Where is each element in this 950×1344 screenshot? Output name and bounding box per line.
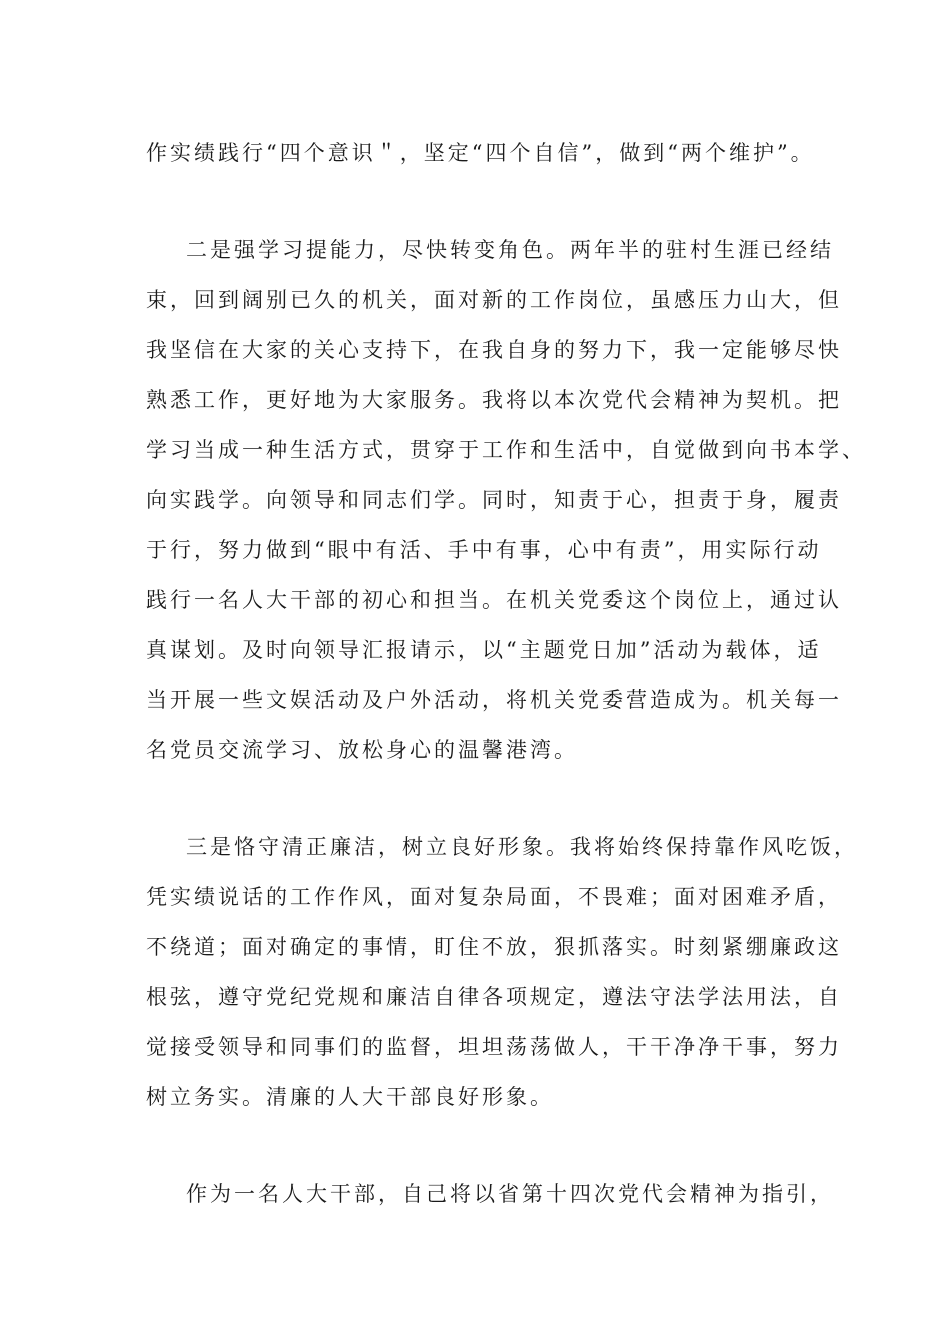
paragraph-2-line-10: 当开展一些文娱活动及户外活动，将机关党委营造成为。机关每一: [146, 688, 842, 712]
paragraph-2-line-5: 学习当成一种生活方式，贯穿于工作和生活中，自觉做到向书本学、: [146, 438, 866, 462]
paragraph-2-line-7: 于行，努力做到“眼中有活、手中有事，心中有责”，用实际行动: [146, 538, 822, 562]
paragraph-3-line-1: 三是恪守清正廉洁，树立良好形象。我将始终保持靠作风吃饭，: [186, 835, 858, 859]
paragraph-2-line-6: 向实践学。向领导和同志们学。同时，知责于心，担责于身，履责: [146, 488, 842, 512]
paragraph-3-line-4: 根弦，遵守党纪党规和廉洁自律各项规定，遵法守法学法用法，自: [146, 985, 842, 1009]
paragraph-2-line-9: 真谋划。及时向领导汇报请示，以“主题党日加”活动为载体，适: [146, 638, 822, 662]
paragraph-3-line-3: 不绕道；面对确定的事情，盯住不放，狠抓落实。时刻紧绷廉政这: [146, 935, 842, 959]
paragraph-2-line-11: 名党员交流学习、放松身心的温馨港湾。: [146, 738, 578, 762]
paragraph-3-line-6: 树立务实。清廉的人大干部良好形象。: [146, 1085, 554, 1109]
paragraph-3-line-2: 凭实绩说话的工作作风，面对复杂局面，不畏难；面对困难矛盾，: [146, 885, 842, 909]
paragraph-4-line-1: 作为一名人大干部，自己将以省第十四次党代会精神为指引，: [186, 1182, 834, 1206]
paragraph-2-line-8: 践行一名人大干部的初心和担当。在机关党委这个岗位上，通过认: [146, 588, 842, 612]
paragraph-2-line-2: 束，回到阔别已久的机关，面对新的工作岗位，虽感压力山大，但: [146, 288, 842, 312]
paragraph-3-line-5: 觉接受领导和同事们的监督，坦坦荡荡做人，干干净净干事，努力: [146, 1035, 842, 1059]
paragraph-2-line-1: 二是强学习提能力，尽快转变角色。两年半的驻村生涯已经结: [186, 238, 834, 262]
paragraph-2-line-3: 我坚信在大家的关心支持下，在我自身的努力下，我一定能够尽快: [146, 338, 842, 362]
paragraph-2-line-4: 熟悉工作，更好地为大家服务。我将以本次党代会精神为契机。把: [146, 388, 842, 412]
paragraph-1-line-1: 作实绩践行“四个意识＂，坚定“四个自信”，做到“两个维护”。: [146, 141, 815, 165]
